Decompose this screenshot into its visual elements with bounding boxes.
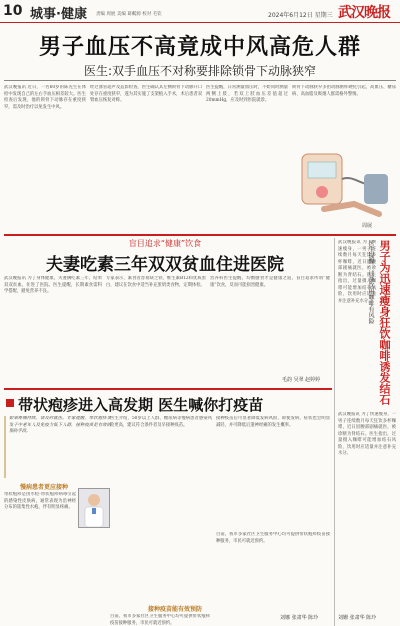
article1-col1: 武汉晚报讯 近日，一名60岁的陈先生在体检中发现自己的左右手血压相差较大。医生检查后发现，他的锁骨下动脉存在重度狭窄，需及时治疗以免发生中风。 (4, 85, 86, 110)
column-rule (334, 238, 335, 626)
sidebar-intro: 武汉晚报讯 为了快速瘦身，一男子连续数月每天狂饮多杯咖啡，近日因腰部剧痛就医，被诊断为肾结石。医生指出，过量摄入咖啡可能增加结石风险，饮用时应适量并注意补充水分。 (338, 240, 376, 304)
article2-col-c: 营养科医生提醒，均衡膳食才是健康之道，盲目追求所谓“健康”饮食，反而可能损害健康。 (210, 276, 330, 288)
section-name: 城事·健康 (30, 7, 87, 22)
article2-kicker: 盲目追求“健康”饮食 (128, 239, 202, 248)
article3-col2: 医生介绍，50岁以上人群、糖尿病等慢病患者感染风险更高，建议符合条件者及早接种疫苗。 (110, 416, 212, 428)
article1-byline: 周展 (362, 223, 373, 229)
divider (4, 80, 396, 81)
editors-credit: 责编 周展 美编 葛粼源 校对 毛钦 (96, 12, 162, 17)
article3-title: 带状疱疹进入高发期 医生喊你打疫苗 (18, 396, 264, 414)
divider (4, 234, 396, 236)
article1-title: 男子血压不高竟成中风高危人群 (38, 35, 361, 60)
article3-col4b: 目前，我市多家社区卫生服务中心均可提供带状疱疹疫苗接种服务，市民可就近预约。 (216, 532, 330, 544)
bullet-icon (6, 399, 14, 407)
article2-title: 夫妻吃素三年双双贫血住进医院 (46, 255, 284, 275)
article3-quote: 如果疼痛持续，请及时就医。专家提醒，带状疱疹多发于中老年人及免疫力低下人群，接种疫苗是有效的预防手段。 (4, 416, 111, 478)
divider (4, 388, 332, 390)
sidebar-subtitle: 医生提醒：过量饮用咖啡有风险 (367, 240, 374, 324)
article2-byline: 毛韵 吴翠 赵婷婷 (282, 377, 321, 383)
sidebar-title: 男子为迅速瘦身狂饮咖啡诱发结石 (378, 240, 391, 405)
sidebar-body: 武汉晚报讯 为了快速瘦身，一男子连续数月每天狂饮多杯咖啡，近日因腰部剧痛就医，被诊断为肾结石。医生指出，过量摄入咖啡可能增加结石风险，饮用时应适量并注意补充水分。 (338, 412, 396, 456)
article3-subhead2: 接种疫苗能有效预防 (148, 606, 203, 613)
article1-col2: 经过血管超声及造影检查，医生确认其左侧锁骨下动脉开口处存在重度狭窄，遂为其实施了支架植入手术，术后患者双臂血压恢复对称。 (90, 85, 202, 103)
sidebar-byline: 刘姗 张肃华 陈玲 (338, 615, 377, 621)
newspaper-brand: 武汉晚报 (338, 5, 390, 21)
article1-subtitle: 医生:双手血压不对称要排除锁骨下动脉狭窄 (83, 64, 317, 78)
blood-pressure-illustration (294, 144, 394, 224)
section-number: 10 (3, 3, 23, 19)
doctor-photo (78, 488, 110, 528)
article2-col-b: 专家表示，素食者容易缺乏铁、维生素B12和优质蛋白，建议在饮食中适当补充蛋奶类食物，定期体检。 (106, 276, 206, 288)
article2-col-a: 武汉晚报讯 为了身体健康，夫妻俩吃素三年，结果双双贫血，住进了医院。医生提醒，长期素食需科学搭配，避免营养不良。 (4, 276, 102, 294)
article1-col4: 锁骨下动脉狭窄多由动脉粥样硬化引起，高血压、糖尿病、高血脂及吸烟人群需格外警惕。 (292, 85, 396, 97)
article3-col4: 目前，我市多家社区卫生服务中心均可提供带状疱疹疫苗接种服务，市民可就近预约。 (110, 614, 210, 626)
article3-col3: 接种疫苗后可显著降低发病风险，即使发病，症状也会明显减轻，并可降低后遗神经痛的发生概率。 (216, 416, 330, 428)
article3-col1: 带状疱疹是由水痘-带状疱疹病毒引起的感染性皮肤病，通常表现为沿神经分布的簇集性水疱，伴有明显疼痛。 (4, 492, 76, 510)
article3-subhead1: 慢病患者更应接种 (20, 484, 69, 491)
article3-byline: 刘娜 张肃华 陈玲 (280, 615, 319, 621)
article1-col3: 医生提醒，日常测量血压时，不妨同时测量两侧上肢，若双上肢血压差值超过20mmHg，应及时到医院就诊。 (206, 85, 288, 103)
issue-date: 2024年6月12日 星期三 (268, 12, 333, 19)
